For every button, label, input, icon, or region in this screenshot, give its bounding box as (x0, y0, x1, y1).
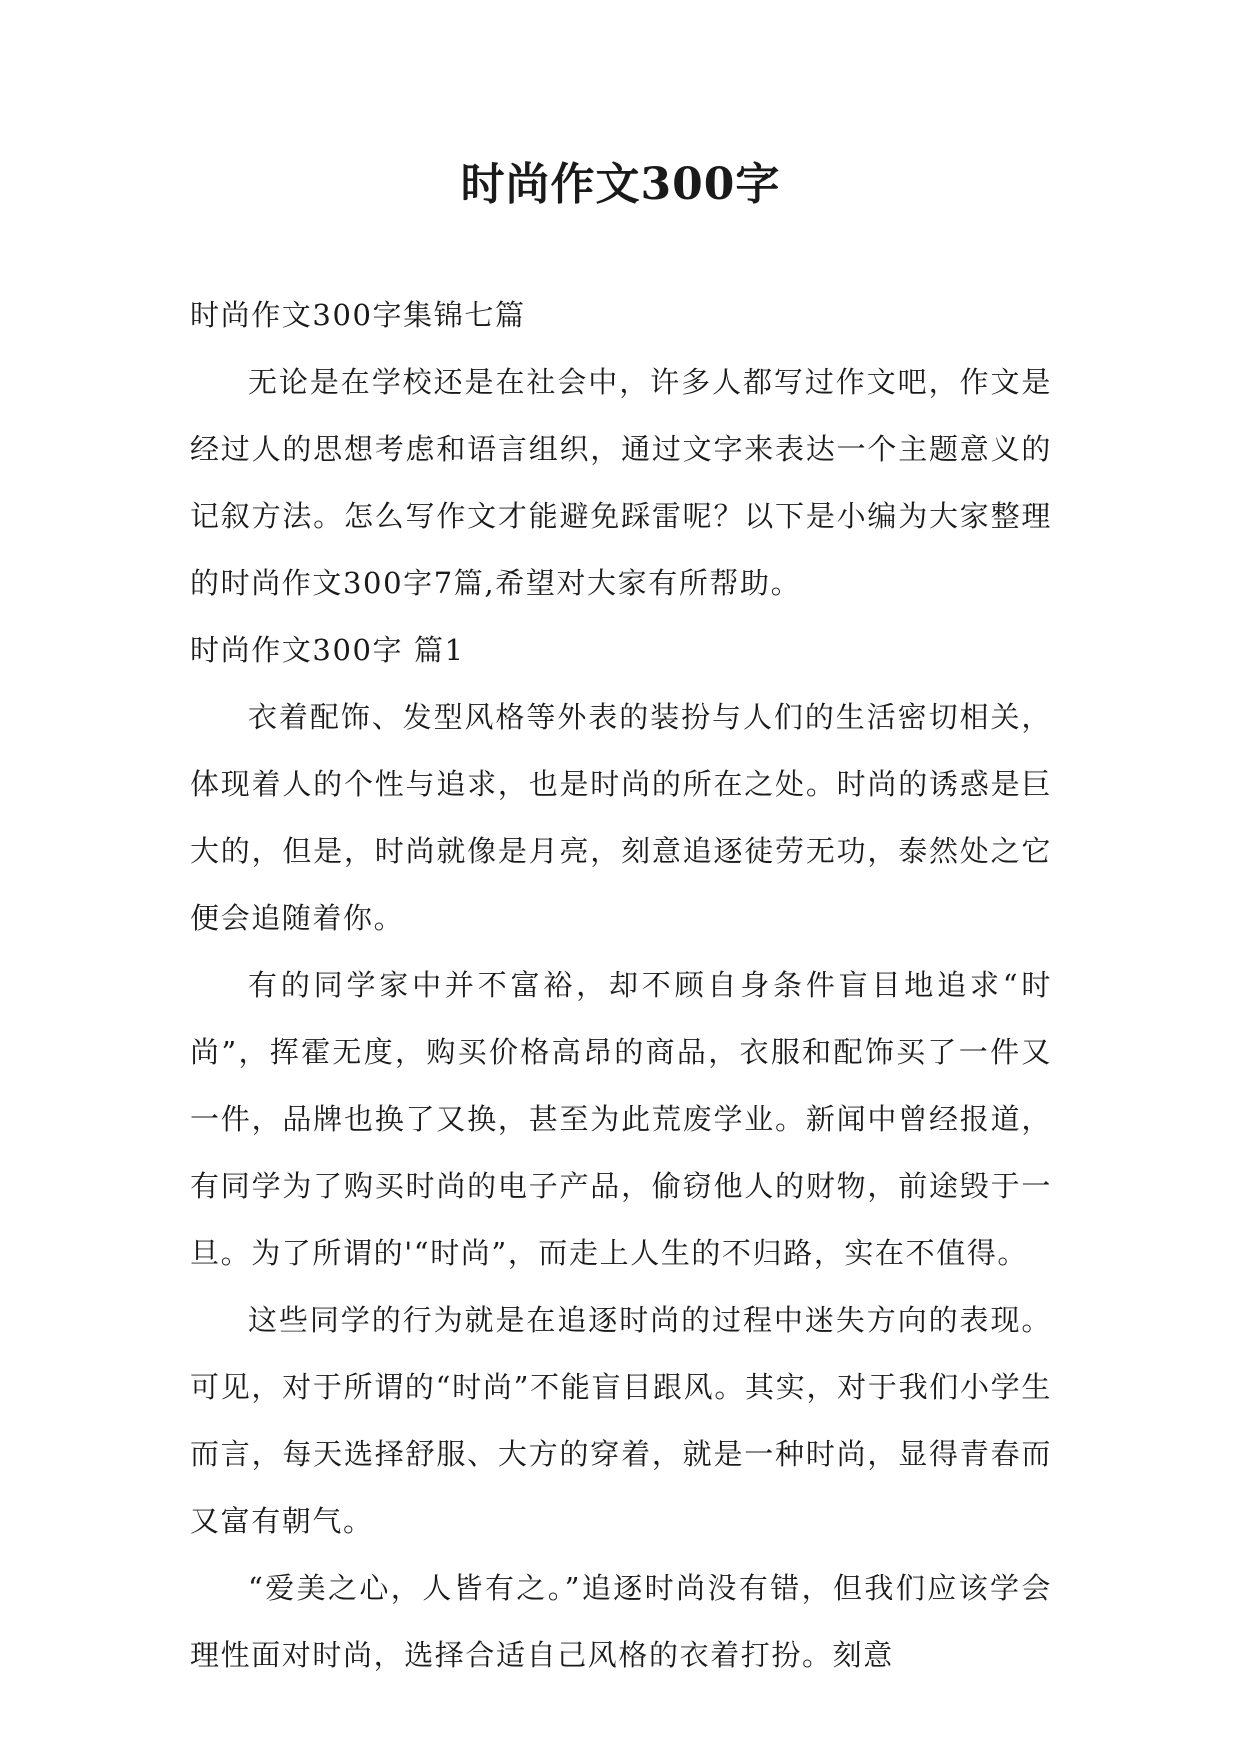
body-paragraph: 衣着配饰、发型风格等外表的装扮与人们的生活密切相关，体现着人的个性与追求，也是时尚的所在之处。时尚的诱惑是巨大的，但是，时尚就像是月亮，刻意追逐徒劳无功，泰然处之它便会追随着你。 (190, 700, 1052, 935)
body-paragraph: “爱美之心，人皆有之。”追逐时尚没有错，但我们应该学会理性面对时尚，选择合适自己风格的衣着打扮。刻意 (190, 1571, 1052, 1672)
document-subtitle: 时尚作文300字集锦七篇 (190, 298, 526, 332)
document-title: 时尚作文300字 (460, 159, 781, 210)
body-paragraph: 有的同学家中并不富裕，却不顾自身条件盲目地追求“时尚”，挥霍无度，购买价格高昂的商品，衣服和配饰买了一件又一件，品牌也换了又换，甚至为此荒废学业。新闻中曾经报道，有同学为了购买时尚的电子产品，偷窃他人的财物，前途毁于一旦。为了所谓的'“时尚”，而走上人生的不归路，实在不值得。 (190, 968, 1052, 1270)
intro-paragraph: 无论是在学校还是在社会中，许多人都写过作文吧，作文是经过人的思想考虑和语言组织，通过文字来表达一个主题意义的记叙方法。怎么写作文才能避免踩雷呢？以下是小编为大家整理的时尚作文300字7篇,希望对大家有所帮助。 (190, 365, 1052, 600)
section-heading: 时尚作文300字 篇1 (190, 633, 465, 667)
document-body (190, 282, 1052, 1689)
body-paragraph: 这些同学的行为就是在追逐时尚的过程中迷失方向的表现。可见，对于所谓的“时尚”不能盲目跟风。其实，对于我们小学生而言，每天选择舒服、大方的穿着，就是一种时尚，显得青春而又富有朝气。 (190, 1303, 1052, 1538)
